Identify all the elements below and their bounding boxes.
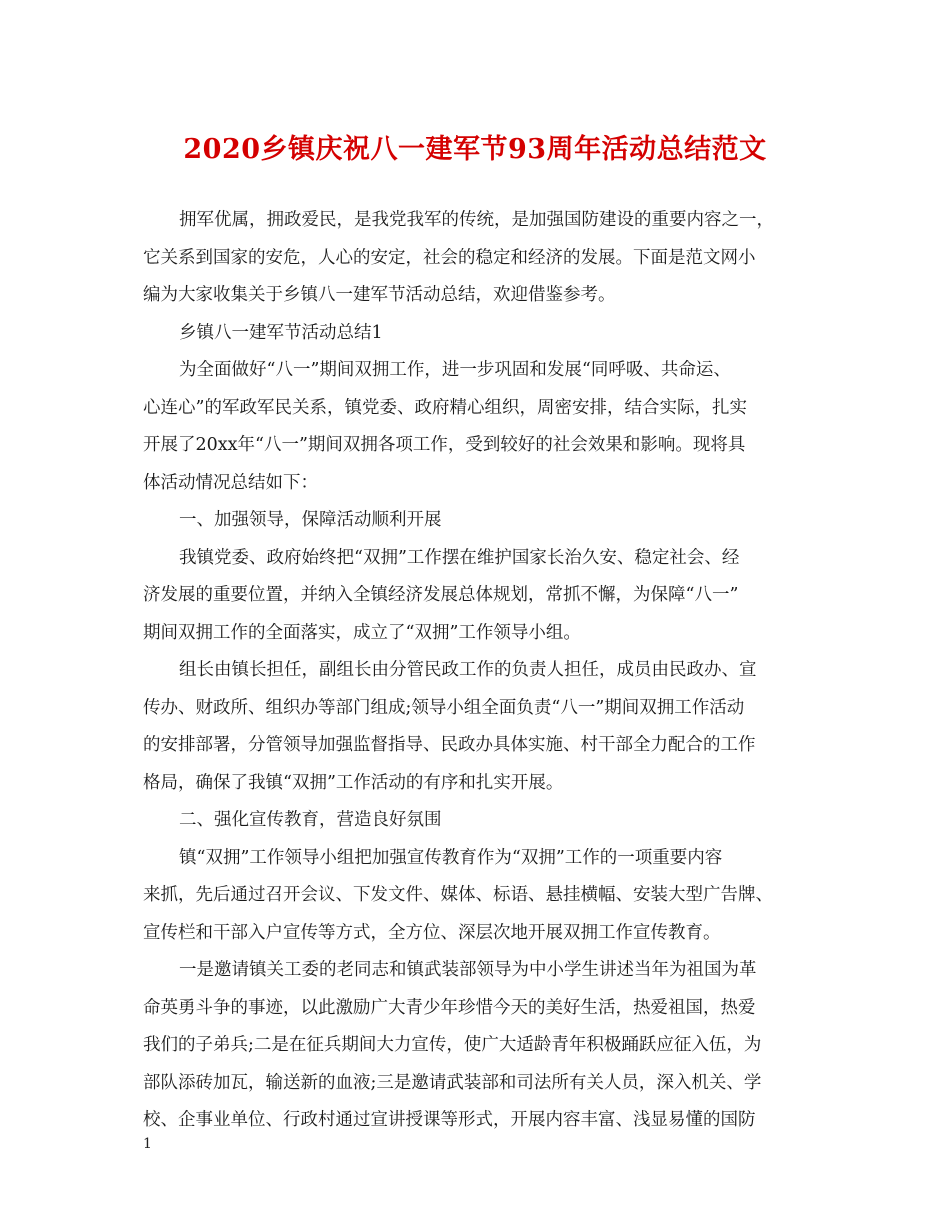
page-number: 1	[143, 1136, 152, 1152]
text-line: 心连心”的军政军民关系，镇党委、政府精心组织，周密安排，结合实际，扎实	[143, 397, 747, 418]
text-line: 拥军优属，拥政爱民，是我党我军的传统，是加强国防建设的重要内容之一，	[179, 210, 774, 230]
text-line: 编为大家收集关于乡镇八一建军节活动总结，欢迎借鉴参考。	[143, 285, 616, 305]
text-line: 体活动情况总结如下：	[143, 472, 318, 493]
text-line: 校、企事业单位、行政村通过宣讲授课等形式，开展内容丰富、浅显易懂的国防	[143, 1110, 756, 1130]
text-line: 济发展的重要位置，并纳入全镇经济发展总体规划，常抓不懈，为保障“八一”	[143, 585, 739, 605]
text-line: 我镇党委、政府始终把“双拥”工作摆在维护国家长治久安、稳定社会、经	[179, 547, 740, 568]
text-line: 来抓，先后通过召开会议、下发文件、媒体、标语、悬挂横幅、安装大型广告牌、	[143, 885, 773, 905]
section-heading: 二、强化宣传教育，营造良好氛围	[179, 810, 442, 830]
section-heading: 一、加强领导，保障活动顺利开展	[179, 510, 442, 530]
text-line: 镇“双拥”工作领导小组把加强宣传教育作为“双拥”工作的一项重要内容	[179, 847, 723, 868]
text-line: 命英勇斗争的事迹，以此激励广大青少年珍惜今天的美好生活，热爱祖国，热爱	[143, 997, 756, 1018]
text-line: 期间双拥工作的全面落实，成立了“双拥”工作领导小组。	[143, 622, 581, 643]
document-body	[143, 202, 807, 1140]
text-line: 一是邀请镇关工委的老同志和镇武装部领导为中小学生讲述当年为祖国为革	[179, 960, 757, 980]
section-subtitle: 乡镇八一建军节活动总结1	[179, 322, 383, 343]
page-title: 2020乡镇庆祝八一建军节93周年活动总结范文	[183, 134, 767, 165]
text-line: 的安排部署，分管领导加强监督指导、民政办具体实施、村干部全力配合的工作	[143, 735, 756, 755]
text-line: 它关系到国家的安危，人心的安定，社会的稳定和经济的发展。下面是范文网小	[143, 247, 756, 268]
text-line: 我们的子弟兵;二是在征兵期间大力宣传，使广大适龄青年积极踊跃应征入伍，为	[143, 1035, 762, 1055]
text-line: 开展了20xx年“八一”期间双拥各项工作，受到较好的社会效果和影响。现将具	[143, 435, 746, 455]
text-line: 部队添砖加瓦，输送新的血液;三是邀请武装部和司法所有关人员，深入机关、学	[143, 1072, 762, 1093]
text-line: 为全面做好“八一”期间双拥工作，进一步巩固和发展“同呼吸、共命运、	[179, 360, 731, 380]
text-line: 格局，确保了我镇“双拥”工作活动的有序和扎实开展。	[143, 772, 564, 793]
text-line: 组长由镇长担任，副组长由分管民政工作的负责人担任，成员由民政办、宣	[179, 660, 757, 680]
text-line: 传办、财政所、组织办等部门组成;领导小组全面负责“八一”期间双拥工作活动	[143, 697, 745, 718]
text-line: 宣传栏和干部入户宣传等方式，全方位、深层次地开展双拥工作宣传教育。	[143, 922, 721, 943]
